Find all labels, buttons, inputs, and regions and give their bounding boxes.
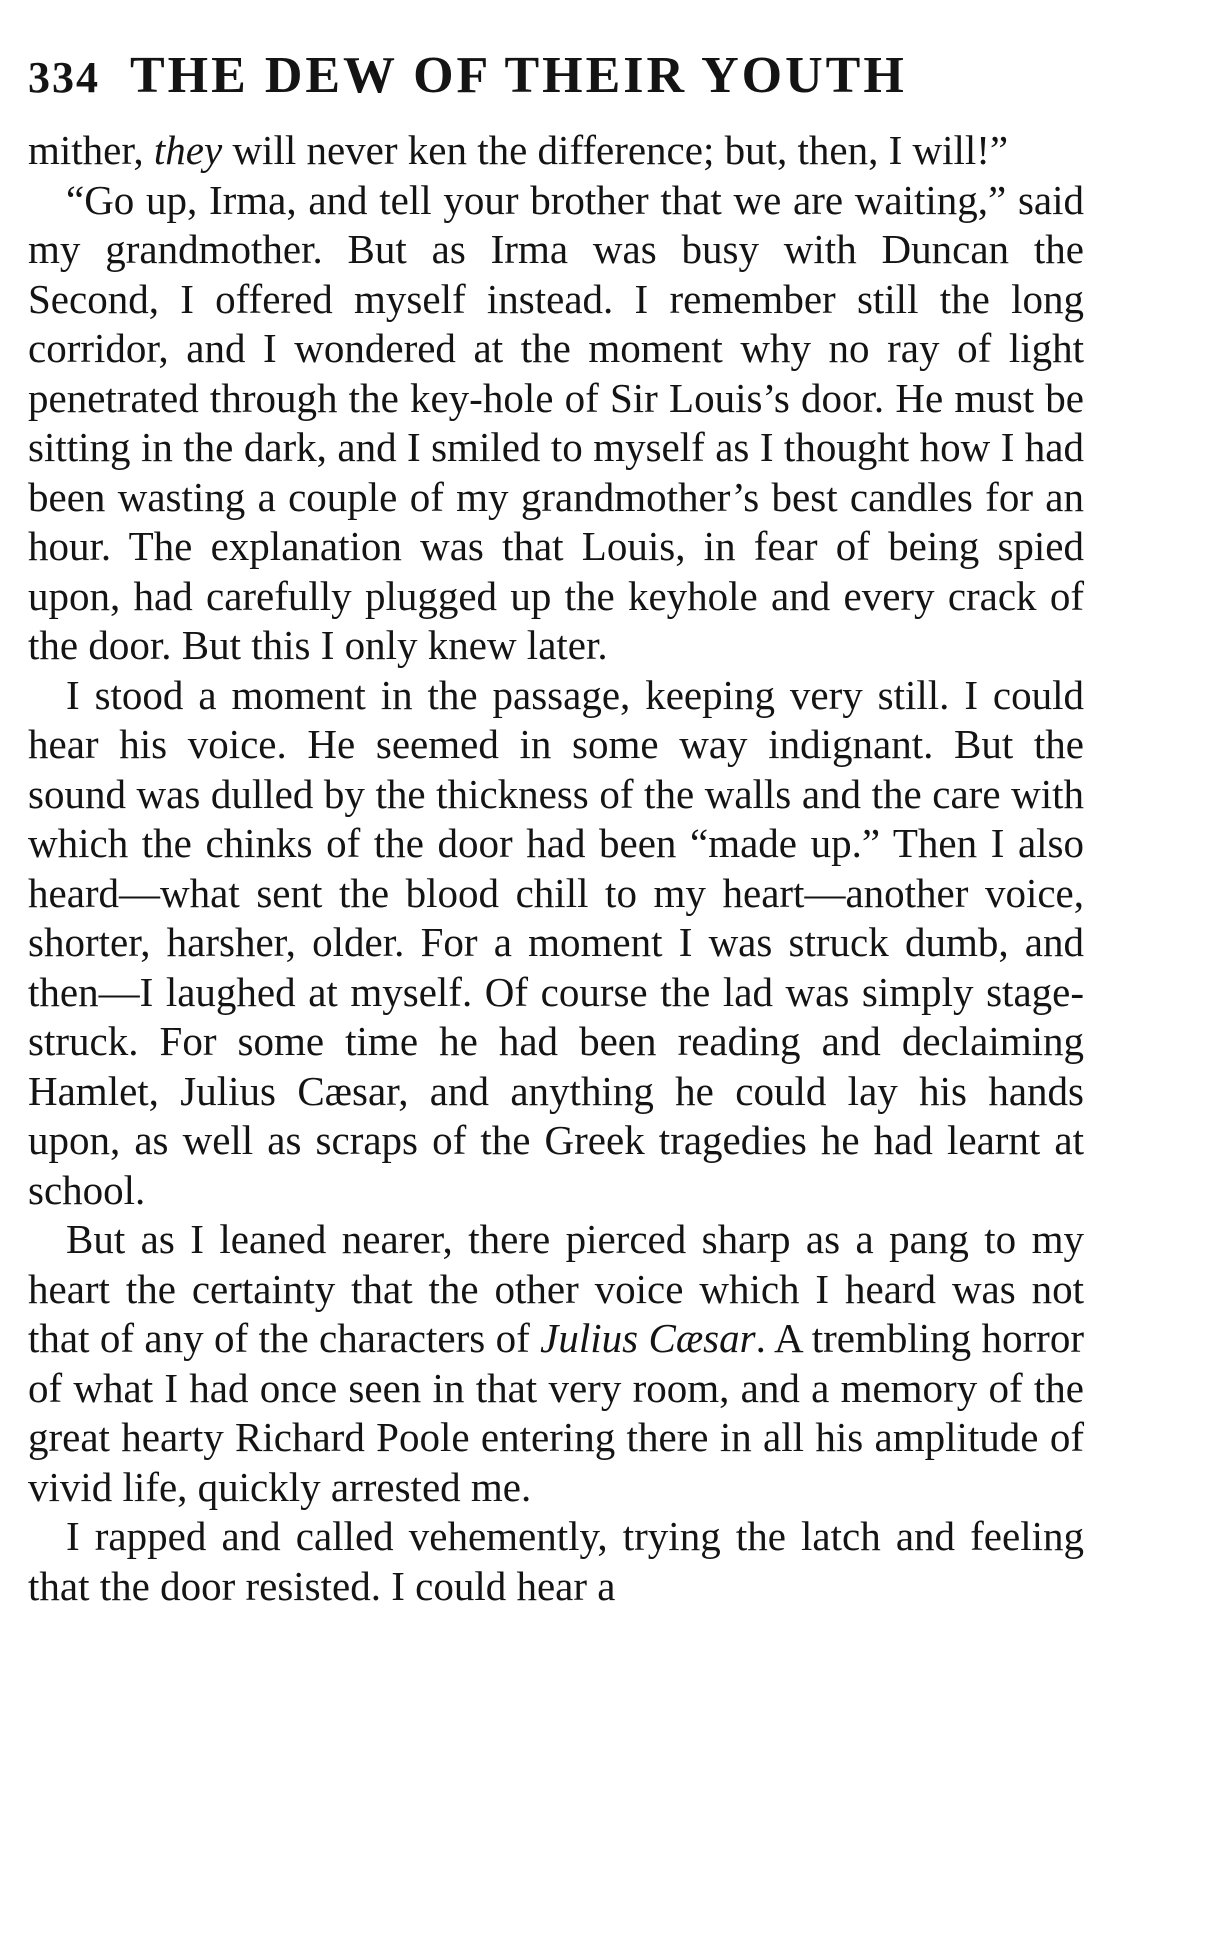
paragraph (28, 126, 1084, 176)
text-run: mither, (28, 127, 154, 173)
paragraph (28, 671, 1084, 1216)
page-number: 334 (28, 53, 100, 102)
running-head: THE DEW OF THEIR YOUTH (130, 47, 907, 104)
page-header (28, 46, 1084, 118)
text-run: will never ken the difference; but, then, I will!” (222, 127, 1009, 173)
text-run: I rapped and called vehemently, trying the latch and feeling that the door resisted. I could hear a (28, 1513, 1084, 1609)
text-run: But as I leaned nearer, there pierced sharp as a pang to my heart the certainty that the other voice which I heard was not that of any of the characters of (28, 1216, 1084, 1361)
text-run: “Go up, Irma, and tell your brother that we are waiting,” said my grandmother. But as Irma was busy with Duncan the Second, I offered myself instead. I remember still the long corridor, and I wondered at the moment why no ray of light penetrated through the key-hole of Sir Louis’s door. He must be sitting in the dark, and I smiled to myself as I thought how I had been wasting a couple of my grandmother’s best candles for an hour. The explanation was that Louis, in fear of being spied upon, had carefully plugged up the keyhole and every crack of the door. But this I only knew later. (28, 176, 1084, 668)
emphasis-text: they (153, 127, 223, 173)
text-run: I stood a moment in the passage, keeping very still. I could hear his voice. He seemed in some way indignant. But the sound was dulled by the thickness of the walls and the care with which the chinks of the door had been “made up.” Then I also heard—what sent the blood chill to my heart—another voice, shorter, harsher, older. For a moment I was struck dumb, and then—I laughed at myself. Of course the lad was simply stage-struck. For some time he had been reading and declaiming Hamlet, Julius Cæsar, and anything he could lay his hands upon, as well as scraps of the Greek tragedies he had learnt at school. (28, 671, 1084, 1213)
body-text (28, 126, 1084, 1611)
paragraph (28, 1215, 1084, 1512)
text-run: . A trembling horror of what I had once seen in that very room, and a memory of the great hearty Richard Poole entering there in all his amplitude of vivid life, quickly arrested me. (28, 1315, 1084, 1510)
paragraph (28, 176, 1084, 671)
paragraph (28, 1512, 1084, 1611)
emphasis-text: Julius Cæsar (540, 1315, 756, 1361)
book-page (28, 46, 1084, 1611)
